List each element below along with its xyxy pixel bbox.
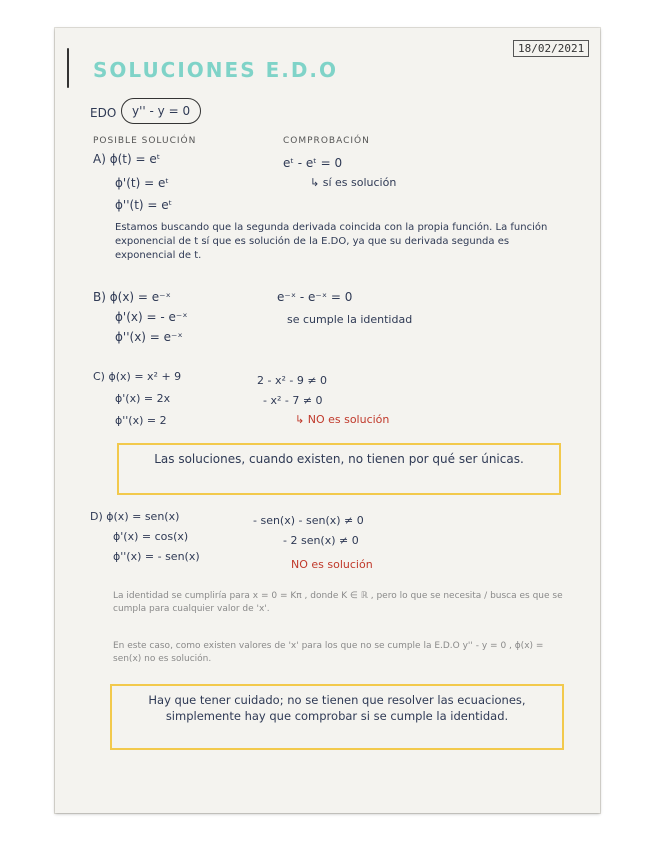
note-box-1-text: Las soluciones, cuando existen, no tienen por qué ser únicas.	[154, 452, 524, 466]
d-line-1: D) ϕ(x) = sen(x)	[90, 510, 180, 523]
edo-equation: y'' - y = 0	[121, 98, 201, 124]
b-check: e⁻ˣ - e⁻ˣ = 0	[277, 290, 353, 304]
header-check: COMPROBACIÓN	[283, 136, 370, 146]
header-possible-solution: POSIBLE SOLUCIÓN	[93, 136, 197, 146]
d-result: NO es solución	[291, 558, 373, 571]
page-title: SOLUCIONES E.D.O	[93, 58, 339, 82]
c-line-3: ϕ''(x) = 2	[115, 414, 167, 427]
c-check-2: - x² - 7 ≠ 0	[263, 394, 323, 407]
d-check-1: - sen(x) - sen(x) ≠ 0	[253, 514, 364, 527]
margin-mark	[67, 48, 69, 88]
d-note-2: En este caso, como existen valores de 'x' para los que no se cumple la E.D.O y'' - y = 0 , ϕ(x) = sen(x) no es solución.	[113, 641, 544, 664]
c-line-2: ϕ'(x) = 2x	[115, 392, 171, 405]
a-note: Estamos buscando que la segunda derivada coincida con la propia función. La función exponencial de t sí que es solución de la E.DO, ya que su derivada segunda es exponencial de t.	[115, 222, 548, 261]
edo-label: EDO	[90, 106, 117, 120]
d-line-2: ϕ'(x) = cos(x)	[113, 530, 189, 543]
b-line-1: B) ϕ(x) = e⁻ˣ	[93, 290, 171, 304]
b-line-3: ϕ''(x) = e⁻ˣ	[115, 330, 183, 344]
a-check: eᵗ - eᵗ = 0	[283, 156, 343, 170]
a-line-2: ϕ'(t) = eᵗ	[115, 176, 169, 190]
d-check-2: - 2 sen(x) ≠ 0	[283, 534, 359, 547]
note-box-1	[117, 443, 561, 495]
d-line-3: ϕ''(x) = - sen(x)	[113, 550, 200, 563]
c-line-1: C) ϕ(x) = x² + 9	[93, 370, 182, 383]
a-line-3: ϕ''(t) = eᵗ	[115, 198, 173, 212]
b-result: se cumple la identidad	[287, 313, 413, 326]
b-line-2: ϕ'(x) = - e⁻ˣ	[115, 310, 188, 324]
a-line-1: A) ϕ(t) = eᵗ	[93, 152, 161, 166]
c-result: ↳ NO es solución	[295, 413, 390, 426]
notebook-page	[55, 28, 600, 813]
note-box-2-text: Hay que tener cuidado; no se tienen que resolver las ecuaciones, simplemente hay que comprobar si se cumple la identidad.	[148, 693, 526, 723]
c-check-1: 2 - x² - 9 ≠ 0	[257, 374, 328, 387]
a-result: ↳ sí es solución	[310, 176, 397, 189]
d-note-1: La identidad se cumpliría para x = 0 = Kπ , donde K ∈ ℝ , pero lo que se necesita / busca es que se cumpla para cualquier valor de 'x'.	[113, 591, 563, 614]
note-box-2	[110, 684, 564, 750]
date-box: 18/02/2021	[513, 40, 589, 57]
